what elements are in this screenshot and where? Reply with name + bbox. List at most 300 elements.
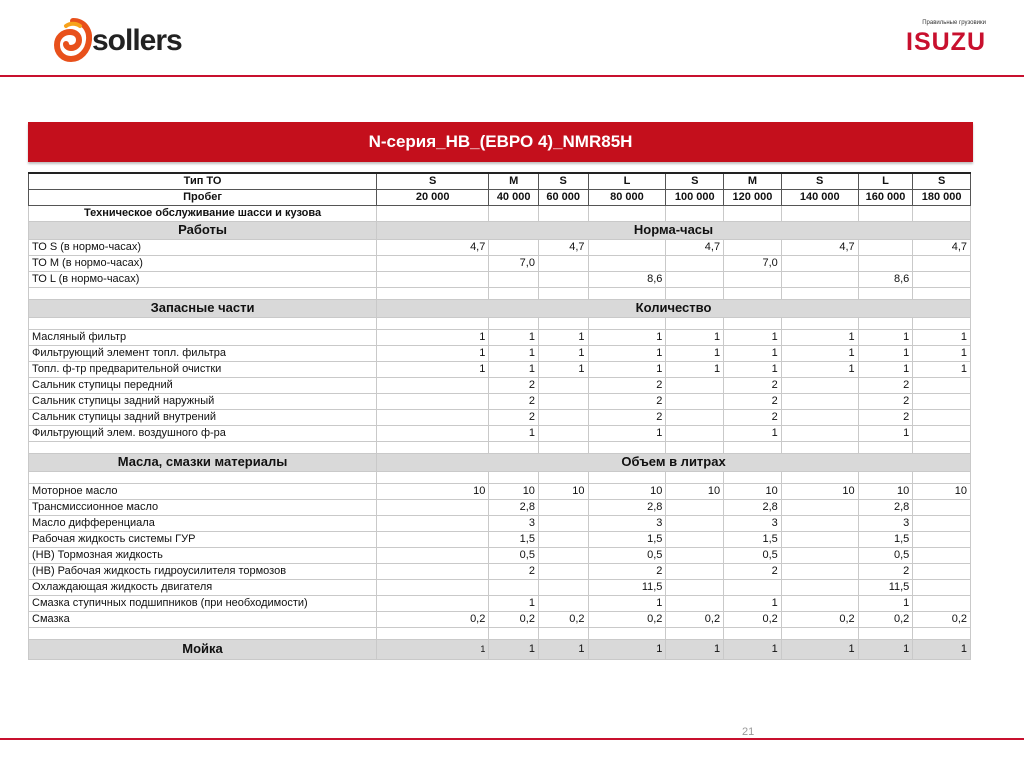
value-cell: 0,2 bbox=[489, 611, 539, 627]
oil-row bbox=[29, 531, 971, 547]
empty-cell bbox=[377, 471, 489, 483]
value-cell bbox=[781, 255, 858, 271]
value-cell bbox=[489, 579, 539, 595]
value-cell bbox=[377, 393, 489, 409]
oil-row bbox=[29, 611, 971, 627]
value-cell: 1 bbox=[724, 361, 782, 377]
empty-cell bbox=[858, 205, 913, 221]
value-cell: 10 bbox=[724, 483, 782, 499]
value-cell bbox=[377, 595, 489, 611]
empty-cell bbox=[489, 287, 539, 299]
value-cell bbox=[858, 255, 913, 271]
value-cell bbox=[666, 425, 724, 441]
value-cell: 4,7 bbox=[377, 239, 489, 255]
value-cell bbox=[538, 579, 588, 595]
wash-cell: 1 bbox=[913, 639, 971, 659]
value-cell bbox=[913, 595, 971, 611]
value-cell bbox=[538, 531, 588, 547]
value-cell: 11,5 bbox=[588, 579, 666, 595]
value-cell: 10 bbox=[781, 483, 858, 499]
empty-cell bbox=[858, 627, 913, 639]
empty-cell bbox=[913, 317, 971, 329]
section-unit: Объем в литрах bbox=[377, 453, 971, 471]
oil-row bbox=[29, 547, 971, 563]
empty-cell bbox=[666, 287, 724, 299]
value-cell: 2 bbox=[588, 377, 666, 393]
value-cell: 2 bbox=[724, 377, 782, 393]
value-cell bbox=[666, 409, 724, 425]
spacer-row bbox=[29, 441, 971, 453]
value-cell: 1 bbox=[538, 329, 588, 345]
wash-cell: 1 bbox=[489, 639, 539, 659]
value-cell: 0,5 bbox=[489, 547, 539, 563]
value-cell: 1 bbox=[489, 425, 539, 441]
value-cell: 1 bbox=[588, 595, 666, 611]
mileage-cell: 160 000 bbox=[858, 189, 913, 205]
type-cell: L bbox=[858, 173, 913, 189]
value-cell bbox=[538, 425, 588, 441]
value-cell: 2 bbox=[724, 563, 782, 579]
value-cell: 1 bbox=[724, 595, 782, 611]
oil-row bbox=[29, 499, 971, 515]
value-cell bbox=[377, 271, 489, 287]
oil-row bbox=[29, 579, 971, 595]
value-cell: 1,5 bbox=[489, 531, 539, 547]
value-cell: 10 bbox=[377, 483, 489, 499]
empty-cell bbox=[377, 205, 489, 221]
value-cell bbox=[666, 499, 724, 515]
part-row bbox=[29, 425, 971, 441]
spacer-row bbox=[29, 471, 971, 483]
row-label: Фильтрующий элемент топл. фильтра bbox=[29, 345, 377, 361]
empty-cell bbox=[489, 441, 539, 453]
empty-cell bbox=[724, 205, 782, 221]
section-label: Масла, смазки материалы bbox=[29, 453, 377, 471]
value-cell bbox=[781, 563, 858, 579]
empty-cell bbox=[858, 287, 913, 299]
mileage-cell: 120 000 bbox=[724, 189, 782, 205]
empty-cell bbox=[724, 287, 782, 299]
mileage-cell: 20 000 bbox=[377, 189, 489, 205]
value-cell bbox=[666, 547, 724, 563]
section-unit: Количество bbox=[377, 299, 971, 317]
value-cell bbox=[666, 393, 724, 409]
value-cell bbox=[913, 393, 971, 409]
value-cell: 10 bbox=[858, 483, 913, 499]
value-cell: 1 bbox=[724, 329, 782, 345]
value-cell bbox=[377, 377, 489, 393]
wash-label: Мойка bbox=[29, 639, 377, 659]
section-label: Запасные части bbox=[29, 299, 377, 317]
empty-cell bbox=[588, 441, 666, 453]
type-cell: S bbox=[377, 173, 489, 189]
value-cell: 3 bbox=[858, 515, 913, 531]
value-cell bbox=[538, 499, 588, 515]
value-cell bbox=[666, 515, 724, 531]
value-cell bbox=[377, 425, 489, 441]
row-label: Рабочая жидкость системы ГУР bbox=[29, 531, 377, 547]
value-cell: 1 bbox=[377, 345, 489, 361]
value-cell: 2 bbox=[588, 563, 666, 579]
value-cell: 7,0 bbox=[724, 255, 782, 271]
empty-cell bbox=[29, 287, 377, 299]
empty-cell bbox=[588, 287, 666, 299]
value-cell bbox=[377, 563, 489, 579]
empty-cell bbox=[588, 627, 666, 639]
type-cell: M bbox=[724, 173, 782, 189]
mileage-row bbox=[29, 189, 971, 205]
empty-cell bbox=[29, 441, 377, 453]
value-cell bbox=[538, 595, 588, 611]
work-row bbox=[29, 255, 971, 271]
value-cell bbox=[666, 531, 724, 547]
value-cell bbox=[666, 377, 724, 393]
oil-row bbox=[29, 515, 971, 531]
value-cell: 1 bbox=[858, 361, 913, 377]
value-cell: 0,2 bbox=[538, 611, 588, 627]
value-cell bbox=[538, 393, 588, 409]
wash-cell: 1 bbox=[781, 639, 858, 659]
row-label: Сальник ступицы задний внутрений bbox=[29, 409, 377, 425]
header-divider bbox=[0, 75, 1024, 77]
value-cell bbox=[666, 255, 724, 271]
row-label: ТО M (в нормо-часах) bbox=[29, 255, 377, 271]
value-cell: 2 bbox=[489, 563, 539, 579]
empty-cell bbox=[588, 317, 666, 329]
empty-cell bbox=[913, 205, 971, 221]
spacer-row bbox=[29, 627, 971, 639]
value-cell: 4,7 bbox=[913, 239, 971, 255]
type-cell: S bbox=[913, 173, 971, 189]
empty-cell bbox=[538, 627, 588, 639]
value-cell: 2 bbox=[489, 393, 539, 409]
value-cell: 2 bbox=[489, 377, 539, 393]
value-cell: 1 bbox=[489, 329, 539, 345]
value-cell bbox=[913, 271, 971, 287]
empty-cell bbox=[489, 205, 539, 221]
value-cell: 0,2 bbox=[781, 611, 858, 627]
page-title: N-серия_HB_(ЕВРО 4)_NMR85H bbox=[28, 122, 973, 162]
value-cell: 11,5 bbox=[858, 579, 913, 595]
isuzu-logo bbox=[876, 20, 986, 64]
value-cell bbox=[913, 255, 971, 271]
empty-cell bbox=[489, 317, 539, 329]
oil-row bbox=[29, 563, 971, 579]
type-cell: L bbox=[588, 173, 666, 189]
value-cell: 1 bbox=[913, 345, 971, 361]
empty-cell bbox=[724, 317, 782, 329]
row-label: Моторное масло bbox=[29, 483, 377, 499]
row-label: (НВ) Тормозная жидкость bbox=[29, 547, 377, 563]
value-cell: 1 bbox=[377, 361, 489, 377]
value-cell: 2,8 bbox=[489, 499, 539, 515]
value-cell: 10 bbox=[913, 483, 971, 499]
value-cell: 4,7 bbox=[538, 239, 588, 255]
value-cell: 0,5 bbox=[858, 547, 913, 563]
value-cell: 0,5 bbox=[724, 547, 782, 563]
empty-cell bbox=[588, 205, 666, 221]
value-cell bbox=[588, 239, 666, 255]
empty-cell bbox=[489, 627, 539, 639]
value-cell: 2 bbox=[858, 409, 913, 425]
value-cell bbox=[538, 255, 588, 271]
value-cell: 10 bbox=[588, 483, 666, 499]
row-label: Масляный фильтр bbox=[29, 329, 377, 345]
mileage-cell: 100 000 bbox=[666, 189, 724, 205]
value-cell: 1 bbox=[858, 345, 913, 361]
value-cell bbox=[913, 377, 971, 393]
mileage-cell: 40 000 bbox=[489, 189, 539, 205]
value-cell: 1 bbox=[666, 361, 724, 377]
value-cell: 1,5 bbox=[588, 531, 666, 547]
value-cell bbox=[913, 563, 971, 579]
type-cell: M bbox=[489, 173, 539, 189]
footer-divider bbox=[0, 738, 1024, 740]
value-cell bbox=[781, 547, 858, 563]
value-cell bbox=[781, 377, 858, 393]
value-cell bbox=[724, 271, 782, 287]
wash-cell: 1 bbox=[666, 639, 724, 659]
value-cell bbox=[781, 409, 858, 425]
section-row-parts bbox=[29, 299, 971, 317]
value-cell bbox=[913, 531, 971, 547]
wash-cell: 1 bbox=[724, 639, 782, 659]
part-row bbox=[29, 361, 971, 377]
value-cell bbox=[781, 515, 858, 531]
value-cell: 1 bbox=[858, 329, 913, 345]
empty-cell bbox=[29, 627, 377, 639]
value-cell bbox=[781, 579, 858, 595]
value-cell: 0,2 bbox=[588, 611, 666, 627]
value-cell bbox=[913, 409, 971, 425]
section-row-works bbox=[29, 221, 971, 239]
section-row-oils bbox=[29, 453, 971, 471]
value-cell: 7,0 bbox=[489, 255, 539, 271]
value-cell: 1 bbox=[538, 345, 588, 361]
value-cell: 0,2 bbox=[724, 611, 782, 627]
empty-cell bbox=[781, 441, 858, 453]
work-row bbox=[29, 271, 971, 287]
value-cell bbox=[538, 563, 588, 579]
value-cell: 2 bbox=[588, 409, 666, 425]
value-cell bbox=[724, 579, 782, 595]
type-cell: S bbox=[538, 173, 588, 189]
value-cell: 2 bbox=[588, 393, 666, 409]
sollers-logo bbox=[48, 14, 198, 64]
value-cell: 1 bbox=[489, 595, 539, 611]
row-label: ТО S (в нормо-часах) bbox=[29, 239, 377, 255]
wash-cell: 1 bbox=[858, 639, 913, 659]
spacer-row bbox=[29, 287, 971, 299]
oil-row bbox=[29, 483, 971, 499]
row-label: Фильтрующий элем. воздушного ф-ра bbox=[29, 425, 377, 441]
empty-cell bbox=[538, 441, 588, 453]
empty-cell bbox=[781, 205, 858, 221]
part-row bbox=[29, 393, 971, 409]
value-cell: 1 bbox=[588, 329, 666, 345]
value-cell bbox=[858, 239, 913, 255]
empty-cell bbox=[377, 627, 489, 639]
part-row bbox=[29, 377, 971, 393]
empty-cell bbox=[781, 287, 858, 299]
section-label: Работы bbox=[29, 221, 377, 239]
value-cell bbox=[489, 239, 539, 255]
value-cell bbox=[538, 271, 588, 287]
wash-row bbox=[29, 639, 971, 659]
mileage-cell: 140 000 bbox=[781, 189, 858, 205]
wash-cell: 1 bbox=[538, 639, 588, 659]
mileage-cell: 80 000 bbox=[588, 189, 666, 205]
wash-cell: 1 bbox=[377, 639, 489, 659]
spacer-row bbox=[29, 317, 971, 329]
empty-cell bbox=[666, 441, 724, 453]
value-cell bbox=[377, 409, 489, 425]
value-cell: 10 bbox=[666, 483, 724, 499]
empty-cell bbox=[913, 627, 971, 639]
value-cell: 10 bbox=[538, 483, 588, 499]
value-cell: 1 bbox=[538, 361, 588, 377]
row-label: Масло дифференциала bbox=[29, 515, 377, 531]
row-label: Смазка ступичных подшипников (при необходимости) bbox=[29, 595, 377, 611]
value-cell: 0,2 bbox=[666, 611, 724, 627]
value-cell bbox=[724, 239, 782, 255]
value-cell bbox=[489, 271, 539, 287]
type-label: Тип ТО bbox=[29, 173, 377, 189]
empty-cell bbox=[666, 205, 724, 221]
value-cell: 1 bbox=[489, 361, 539, 377]
value-cell: 0,5 bbox=[588, 547, 666, 563]
empty-cell bbox=[724, 471, 782, 483]
empty-cell bbox=[858, 471, 913, 483]
part-row bbox=[29, 329, 971, 345]
value-cell bbox=[666, 271, 724, 287]
value-cell: 2 bbox=[858, 393, 913, 409]
value-cell bbox=[913, 515, 971, 531]
value-cell: 1 bbox=[913, 361, 971, 377]
value-cell bbox=[913, 425, 971, 441]
value-cell bbox=[377, 579, 489, 595]
work-row bbox=[29, 239, 971, 255]
row-label: Топл. ф-тр предварительной очистки bbox=[29, 361, 377, 377]
row-label: Смазка bbox=[29, 611, 377, 627]
empty-cell bbox=[913, 287, 971, 299]
value-cell: 3 bbox=[588, 515, 666, 531]
part-row bbox=[29, 345, 971, 361]
row-label: Сальник ступицы передний bbox=[29, 377, 377, 393]
value-cell bbox=[666, 579, 724, 595]
value-cell bbox=[913, 499, 971, 515]
empty-cell bbox=[538, 287, 588, 299]
value-cell: 2,8 bbox=[858, 499, 913, 515]
row-label: Трансмиссионное масло bbox=[29, 499, 377, 515]
value-cell bbox=[781, 425, 858, 441]
value-cell: 1 bbox=[858, 425, 913, 441]
empty-cell bbox=[781, 471, 858, 483]
value-cell: 10 bbox=[489, 483, 539, 499]
empty-cell bbox=[588, 471, 666, 483]
value-cell: 1 bbox=[724, 425, 782, 441]
value-cell bbox=[666, 563, 724, 579]
value-cell: 1 bbox=[858, 595, 913, 611]
row-label: ТО L (в нормо-часах) bbox=[29, 271, 377, 287]
value-cell: 2 bbox=[724, 393, 782, 409]
row-label: Сальник ступицы задний наружный bbox=[29, 393, 377, 409]
section-unit: Норма-часы bbox=[377, 221, 971, 239]
isuzu-tagline: Правильные грузовики bbox=[922, 20, 986, 26]
mileage-cell: 180 000 bbox=[913, 189, 971, 205]
value-cell: 1 bbox=[588, 345, 666, 361]
oil-row bbox=[29, 595, 971, 611]
value-cell: 2 bbox=[489, 409, 539, 425]
value-cell: 8,6 bbox=[858, 271, 913, 287]
row-label: Охлаждающая жидкость двигателя bbox=[29, 579, 377, 595]
value-cell bbox=[538, 409, 588, 425]
value-cell bbox=[781, 595, 858, 611]
wash-cell: 1 bbox=[588, 639, 666, 659]
value-cell: 2,8 bbox=[724, 499, 782, 515]
value-cell: 1 bbox=[588, 425, 666, 441]
value-cell: 1 bbox=[588, 361, 666, 377]
value-cell bbox=[377, 531, 489, 547]
sollers-logo-text: sollers bbox=[92, 24, 182, 57]
type-cell: S bbox=[666, 173, 724, 189]
value-cell: 1 bbox=[781, 361, 858, 377]
table-subtitle: Техническое обслуживание шасси и кузова bbox=[29, 205, 377, 221]
value-cell: 3 bbox=[724, 515, 782, 531]
mileage-label: Пробег bbox=[29, 189, 377, 205]
value-cell bbox=[913, 547, 971, 563]
value-cell bbox=[666, 595, 724, 611]
value-cell: 1 bbox=[781, 329, 858, 345]
empty-cell bbox=[781, 627, 858, 639]
value-cell: 1 bbox=[913, 329, 971, 345]
value-cell: 1 bbox=[724, 345, 782, 361]
value-cell bbox=[538, 515, 588, 531]
part-row bbox=[29, 409, 971, 425]
value-cell bbox=[588, 255, 666, 271]
value-cell: 1 bbox=[781, 345, 858, 361]
value-cell: 1,5 bbox=[858, 531, 913, 547]
empty-cell bbox=[724, 441, 782, 453]
value-cell bbox=[377, 515, 489, 531]
value-cell bbox=[377, 255, 489, 271]
value-cell: 0,2 bbox=[913, 611, 971, 627]
value-cell bbox=[377, 547, 489, 563]
empty-cell bbox=[858, 317, 913, 329]
value-cell bbox=[377, 499, 489, 515]
value-cell: 1 bbox=[489, 345, 539, 361]
empty-cell bbox=[781, 317, 858, 329]
value-cell: 1,5 bbox=[724, 531, 782, 547]
value-cell bbox=[781, 271, 858, 287]
value-cell: 3 bbox=[489, 515, 539, 531]
empty-cell bbox=[858, 441, 913, 453]
empty-cell bbox=[377, 317, 489, 329]
mileage-cell: 60 000 bbox=[538, 189, 588, 205]
value-cell: 1 bbox=[666, 345, 724, 361]
type-row bbox=[29, 173, 971, 189]
empty-cell bbox=[913, 441, 971, 453]
sollers-logo-mark-icon bbox=[54, 18, 92, 62]
empty-cell bbox=[377, 441, 489, 453]
page-number: 21 bbox=[742, 726, 755, 738]
empty-cell bbox=[29, 317, 377, 329]
value-cell bbox=[781, 393, 858, 409]
value-cell: 2 bbox=[858, 377, 913, 393]
empty-cell bbox=[29, 471, 377, 483]
empty-cell bbox=[538, 205, 588, 221]
maintenance-table bbox=[28, 172, 971, 660]
